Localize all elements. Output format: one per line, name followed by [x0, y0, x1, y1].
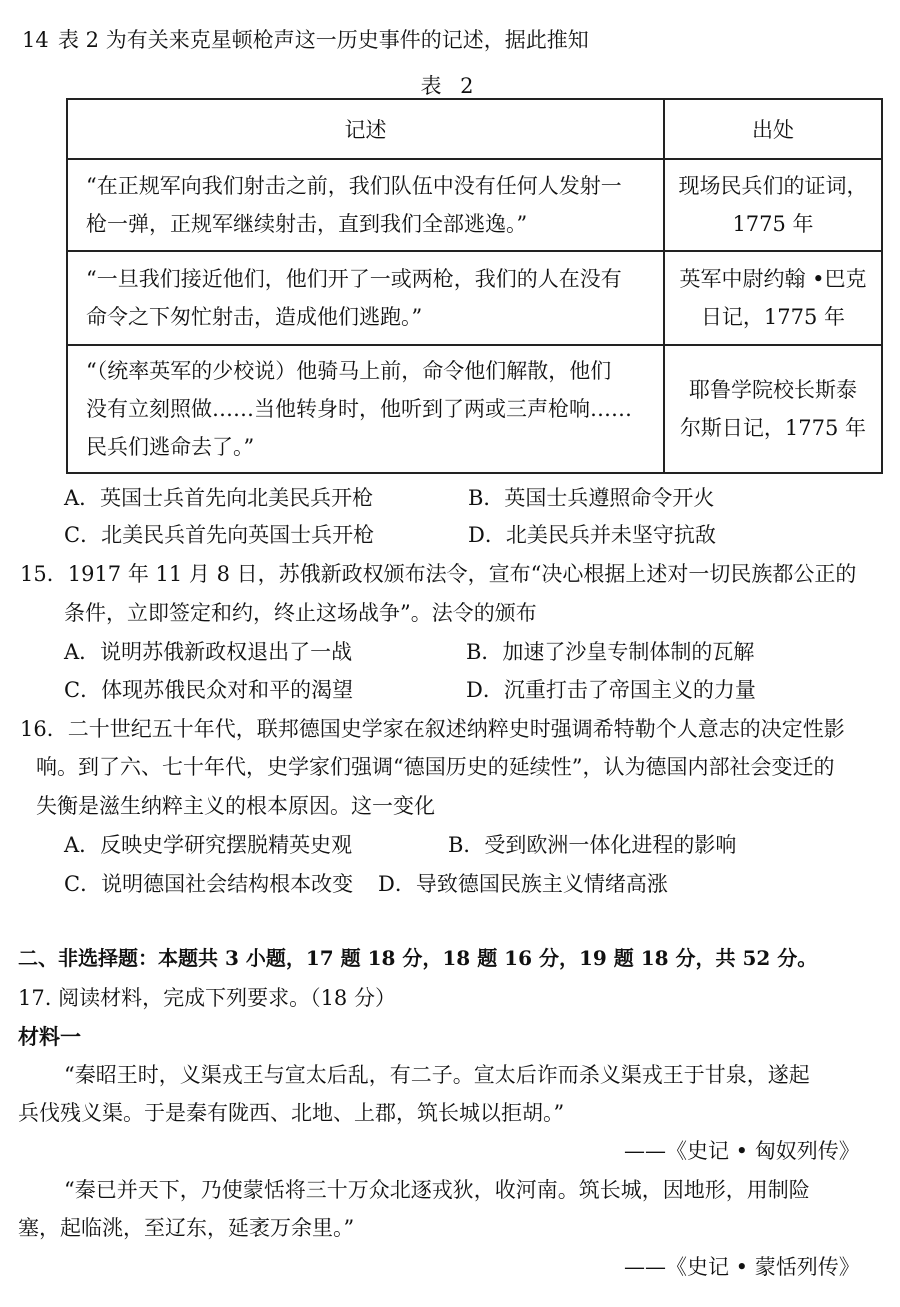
table-row: [67, 251, 882, 345]
q16-option-c[interactable]: C．说明德国社会结构根本改变: [64, 872, 354, 896]
material-quote-line: “秦已并天下，乃使蒙恬将三十万众北逐戎狄，收河南。筑长城，因地形，用制险: [64, 1178, 810, 1202]
q14-option-b[interactable]: B．英国士兵遵照命令开火: [468, 486, 715, 510]
source-line: 英军中尉约翰 •巴克: [679, 267, 867, 291]
material-quote-line: 兵伐残义渠。于是秦有陇西、北地、上郡，筑长城以拒胡。”: [18, 1101, 565, 1125]
q15-option-a[interactable]: A．说明苏俄新政权退出了一战: [64, 640, 353, 664]
account-line: “一旦我们接近他们，他们开了一或两枪，我们的人在没有: [86, 267, 622, 291]
table-row: [67, 159, 882, 251]
records-table: [66, 98, 883, 474]
q15-stem-line: 条件，立即签定和约，终止这场战争”。法令的颁布: [64, 601, 537, 625]
q17-stem: 17. 阅读材料，完成下列要求。（18 分）: [18, 986, 396, 1010]
source-line: 日记，1775 年: [700, 305, 846, 329]
q16-stem-line: 失衡是滋生纳粹主义的根本原因。这一变化: [36, 794, 435, 818]
q15-stem-line: 15．1917 年 11 月 8 日，苏俄新政权颁布法令，宣布“决心根据上述对一切民族都公正的: [20, 562, 857, 586]
material-title: 材料一: [18, 1024, 81, 1049]
material-source: ——《史记 • 匈奴列传》: [624, 1139, 860, 1163]
header-source: 出处: [664, 99, 882, 159]
account-line: “在正规军向我们射击之前，我们队伍中没有任何人发射一: [86, 174, 622, 198]
question-text: 表 2 为有关来克星顿枪声这一历史事件的记述，据此推知: [58, 28, 589, 52]
table-header-row: [67, 99, 882, 159]
source-line: 现场民兵们的证词，: [678, 174, 868, 198]
account-cell: [67, 159, 664, 251]
q16-stem-line: 16．二十世纪五十年代，联邦德国史学家在叙述纳粹史时强调希特勒个人意志的决定性影: [20, 717, 845, 741]
section-heading: 二、非选择题：本题共 3 小题，17 题 18 分，18 题 16 分，19 题 18 分，共 52 分。: [18, 946, 818, 970]
table-row: [67, 345, 882, 473]
material-quote-line: “秦昭王时，义渠戎王与宣太后乱，有二子。宣太后诈而杀义渠戎王于甘泉，遂起: [64, 1063, 810, 1087]
q14-option-a[interactable]: A．英国士兵首先向北美民兵开枪: [64, 486, 374, 510]
q16-stem-line: 响。到了六、七十年代，史学家们强调“德国历史的延续性”，认为德国内部社会变迁的: [36, 755, 835, 779]
account-line: 没有立刻照做……当他转身时，他听到了两或三声枪响……: [86, 397, 632, 421]
header-account: 记述: [67, 99, 664, 159]
account-cell: [67, 345, 664, 473]
source-cell: [664, 345, 882, 473]
q15-option-d[interactable]: D．沉重打击了帝国主义的力量: [466, 678, 756, 702]
table-caption: 表 2: [420, 74, 480, 98]
material-source: ——《史记 • 蒙恬列传》: [624, 1255, 860, 1279]
account-line: 命令之下匆忙射击，造成他们逃跑。”: [86, 305, 423, 329]
q14-option-d[interactable]: D．北美民兵并未坚守抗敌: [468, 523, 716, 547]
q16-option-b[interactable]: B．受到欧洲一体化进程的影响: [448, 833, 737, 857]
material-quote-line: 塞，起临洮，至辽东，延袤万余里。”: [18, 1216, 355, 1240]
source-cell: [664, 251, 882, 345]
question-14-stem: [22, 24, 589, 54]
question-number: 14: [22, 28, 49, 52]
account-line: 民兵们逃命去了。”: [86, 435, 255, 459]
account-line: “（统率英军的少校说）他骑马上前，命令他们解散，他们: [86, 359, 612, 383]
account-cell: [67, 251, 664, 345]
q15-option-b[interactable]: B．加速了沙皇专制体制的瓦解: [466, 640, 755, 664]
account-line: 枪一弹，正规军继续射击，直到我们全部逃逸。”: [86, 212, 528, 236]
q16-option-a[interactable]: A．反映史学研究摆脱精英史观: [64, 833, 353, 857]
q15-option-c[interactable]: C．体现苏俄民众对和平的渴望: [64, 678, 354, 702]
q16-option-d[interactable]: D．导致德国民族主义情绪高涨: [378, 872, 668, 896]
source-line: 1775 年: [732, 212, 814, 236]
source-cell: [664, 159, 882, 251]
q14-option-c[interactable]: C．北美民兵首先向英国士兵开枪: [64, 523, 375, 547]
source-line: 耶鲁学院校长斯泰: [689, 378, 857, 402]
source-line: 尔斯日记，1775 年: [679, 416, 867, 440]
